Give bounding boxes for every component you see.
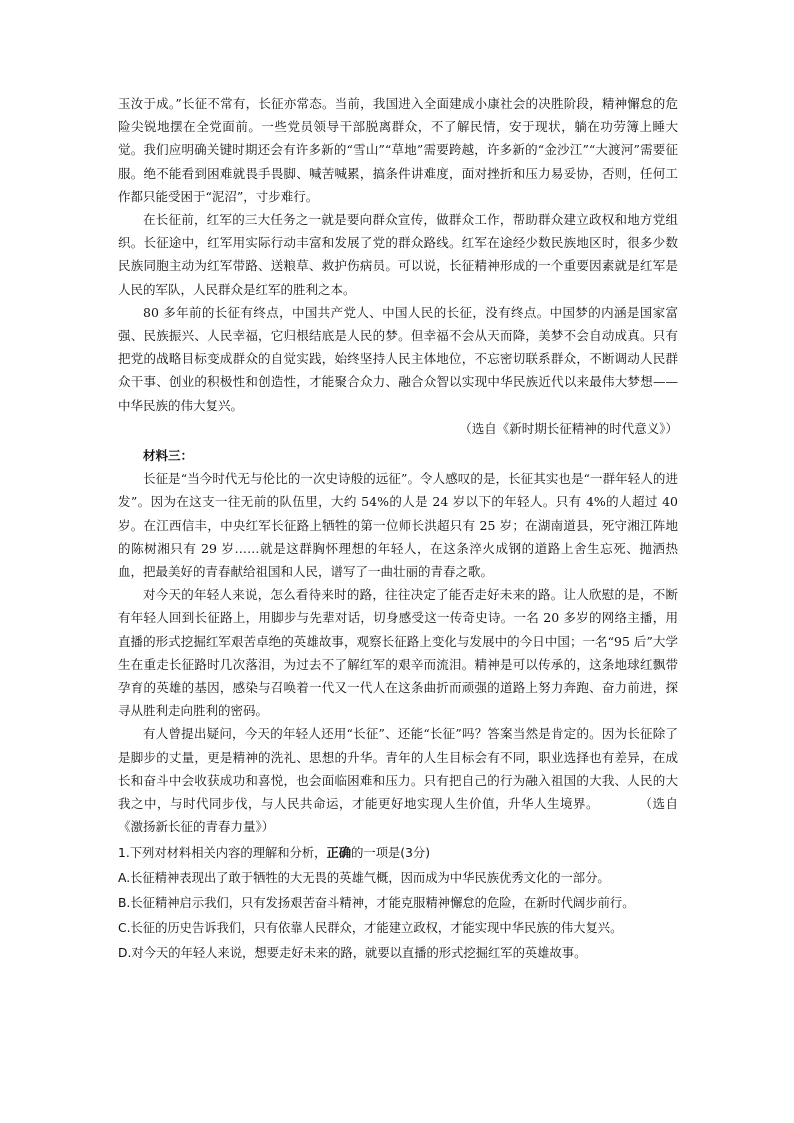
question-stem-emphasis: 正确	[326, 845, 352, 860]
option-c[interactable]: C.长征的历史告诉我们，只有依靠人民群众，才能建立政权，才能实现中华民族的伟大复兴。	[118, 920, 623, 935]
material3-source: （选自《激扬新长征的青春力量》）	[118, 796, 678, 835]
question-stem-suffix: 的一项是(3分)	[351, 845, 430, 860]
document-page	[118, 92, 678, 966]
question-stem-prefix: 1.下列对材料相关内容的理解和分析，	[118, 845, 327, 860]
material3-paragraph-3-text: 有人曾提出疑问，今天的年轻人还用“长征”、还能“长征”吗？答案当然是肯定的。因为长征除了是脚步的丈量，更是精神的洗礼、思想的升华。青年的人生目标会有不同，职业选择也有差异，在成长和奋斗中会收获成功和喜悦，也会面临困难和压力。只有把自己的行为融入祖国的大我、人民的大我之中，与时代同步伐，与人民共命运，才能更好地实现人生价值，升华人生境界。	[118, 726, 678, 812]
material2-paragraph-3: 80 多年前的长征有终点，中国共产党人、中国人民的长征，没有终点。中国梦的内涵是国家富强、民族振兴、人民幸福，它归根结底是人民的梦。但幸福不会从天而降，美梦不会自动成真。只有把党的战略目标变成群众的自觉实践，始终坚持人民主体地位，不忘密切联系群众，不断调动人民群众干事、创业的积极性和创造性，才能聚合众力、融合众智以实现中华民族近代以来最伟大梦想——中华民族的伟大复兴。	[118, 304, 678, 413]
question-1	[118, 841, 678, 966]
material3-paragraph-3	[118, 722, 678, 838]
material2-paragraph-2: 在长征前，红军的三大任务之一就是要向群众宣传，做群众工作，帮助群众建立政权和地方党组织。长征途中，红军用实际行动丰富和发展了党的群众路线。红军在途经少数民族地区时，很多少数民族同胞主动为红军带路、送粮草、救护伤病员。可以说，长征精神形成的一个重要因素就是红军是人民的军队，人民群众是红军的胜利之本。	[118, 212, 678, 297]
material3-heading: 材料三：	[143, 448, 194, 464]
option-a[interactable]: A.长征精神表现出了敢于牺牲的大无畏的英雄气概，因而成为中华民族优秀文化的一部分。	[118, 870, 610, 885]
material3-paragraph-2: 对今天的年轻人来说，怎么看待来时的路，往往决定了能否走好未来的路。让人欣慰的是，不断有年轻人回到长征路上，用脚步与先辈对话，切身感受这一传奇史诗。一名 20 多岁的网络主播，用直播的形式挖掘红军艰苦卓绝的英雄故事，观察长征路上变化与发展中的今日中国；一名“95 后”大学生在重走长征路时几次落泪，为过去不了解红军的艰辛而流泪。精神是可以传承的，这条地球红飘带孕育的英雄的基因，感染与召唤着一代又一代人在这条曲折而顽强的道路上努力奔跑、奋力前进，探寻从胜利走向胜利的密码。	[118, 587, 678, 719]
material2-paragraph-1: 玉汝于成。”长征不常有，长征亦常态。当前，我国进入全面建成小康社会的决胜阶段，精神懈怠的危险尖锐地摆在全党面前。一些党员领导干部脱离群众，不了解民情，安于现状，躺在功劳簿上睡大觉。我们应明确关键时期还会有许多新的“雪山”“草地”需要跨越，许多新的“金沙江”“大渡河”需要征服。绝不能看到困难就畏手畏脚、喊苦喊累，搞条件讲难度，面对挫折和压力易妥协，否则，任何工作都只能受困于“泥沼”，寸步难行。	[118, 96, 678, 204]
option-d[interactable]: D.对今天的年轻人来说，想要走好未来的路，就要以直播的形式挖掘红军的英雄故事。	[118, 945, 587, 960]
material2-source: （选自《新时期长征精神的时代意义》）	[459, 420, 678, 436]
material3-paragraph-1: 长征是“当今时代无与伦比的一次史诗般的远征”。令人感叹的是，长征其实也是“一群年轻人的进发”。因为在这支一往无前的队伍里，大约 54%的人是 24 岁以下的年轻人。只有 4%的人超过 40 岁。在江西信丰，中央红军长征路上牺牲的第一位师长洪超只有 25 岁；在湖南道县，死守湘江阵地的陈树湘只有 29 岁……就是这群胸怀理想的年轻人，在这条淬火成钢的道路上舍生忘死、抛洒热血，把最美好的青春献给祖国和人民，谱写了一曲壮丽的青春之歌。	[118, 471, 678, 580]
option-b[interactable]: B.长征精神启示我们，只有发扬艰苦奋斗精神，才能克服精神懈怠的危险，在新时代阔步前行。	[118, 895, 635, 910]
question-stem	[118, 841, 678, 866]
